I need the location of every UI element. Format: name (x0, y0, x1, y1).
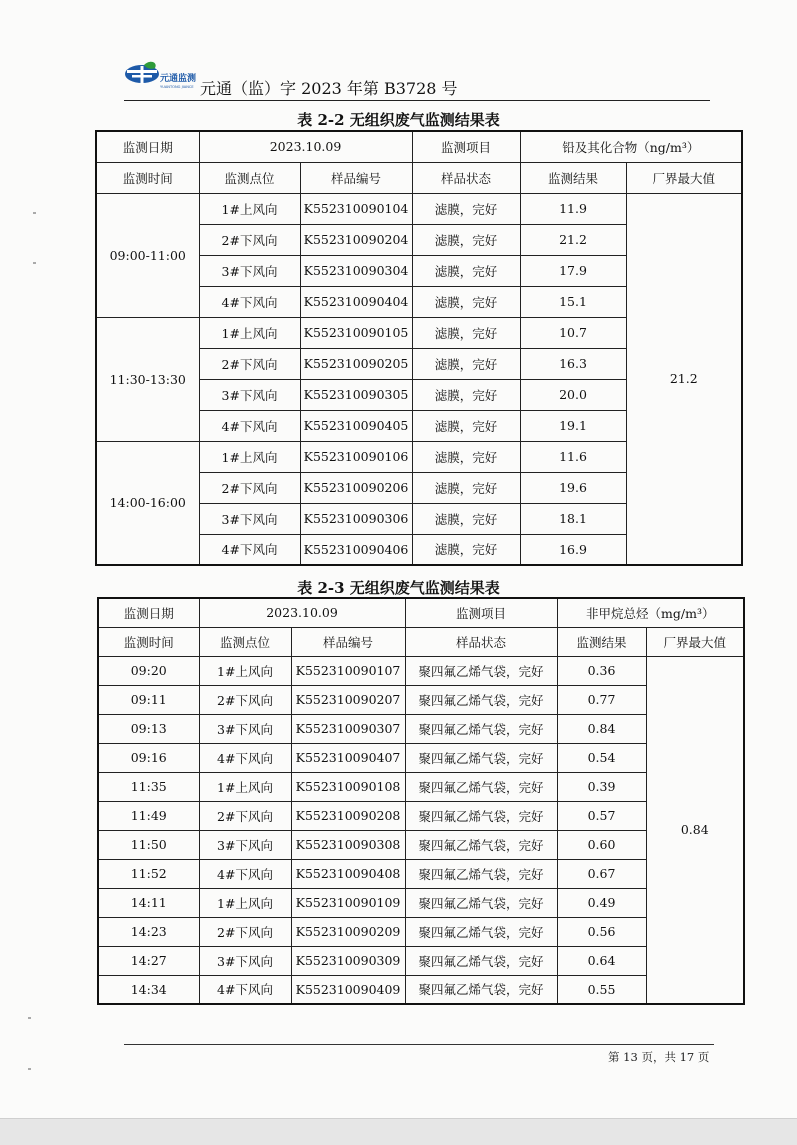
sample-cell: K552310090209 (291, 917, 405, 946)
sample-cell: K552310090309 (291, 946, 405, 975)
point-cell: 4#下风向 (199, 859, 291, 888)
svg-text:元通监测: 元通监测 (160, 74, 197, 84)
point-cell: 1#上风向 (199, 656, 291, 685)
state-cell: 聚四氟乙烯气袋，完好 (405, 859, 557, 888)
sample-cell: K552310090204 (300, 224, 412, 255)
state-cell: 滤膜，完好 (412, 472, 520, 503)
time-cell: 09:13 (98, 714, 199, 743)
table-2-3 (97, 597, 745, 1005)
point-cell: 1#上风向 (199, 441, 300, 472)
table-header-row (98, 598, 744, 627)
table-2-3-title: 表 2-3 无组织废气监测结果表 (297, 579, 500, 597)
result-cell: 11.9 (520, 193, 626, 224)
sample-cell: K552310090306 (300, 503, 412, 534)
point-cell: 4#下风向 (199, 286, 300, 317)
result-cell: 0.55 (557, 975, 646, 1004)
state-cell: 滤膜，完好 (412, 224, 520, 255)
table-row (96, 193, 742, 224)
result-cell: 0.60 (557, 830, 646, 859)
point-cell: 1#上风向 (199, 772, 291, 801)
time-cell: 09:00-11:00 (96, 193, 199, 317)
sample-cell: K552310090407 (291, 743, 405, 772)
state-cell: 聚四氟乙烯气袋，完好 (405, 714, 557, 743)
point-cell: 2#下风向 (199, 685, 291, 714)
document-number: 元通（监）字 2023 年第 B3728 号 (200, 79, 458, 98)
result-cell: 0.84 (557, 714, 646, 743)
table-row (98, 656, 744, 685)
point-cell: 2#下风向 (199, 348, 300, 379)
column-header: 监测结果 (557, 627, 646, 656)
point-cell: 1#上风向 (199, 193, 300, 224)
point-cell: 2#下风向 (199, 917, 291, 946)
time-cell: 14:23 (98, 917, 199, 946)
time-cell: 11:35 (98, 772, 199, 801)
scan-speck (28, 1017, 31, 1019)
time-cell: 14:00-16:00 (96, 441, 199, 565)
column-header: 监测点位 (199, 162, 300, 193)
result-cell: 0.56 (557, 917, 646, 946)
max-value-cell: 21.2 (626, 193, 742, 565)
column-header: 样品编号 (291, 627, 405, 656)
column-header: 监测结果 (520, 162, 626, 193)
date-value: 2023.10.09 (199, 131, 412, 162)
date-value: 2023.10.09 (199, 598, 405, 627)
sample-cell: K552310090405 (300, 410, 412, 441)
state-cell: 聚四氟乙烯气袋，完好 (405, 917, 557, 946)
column-header-row (98, 627, 744, 656)
item-label: 监测项目 (405, 598, 557, 627)
date-label: 监测日期 (98, 598, 199, 627)
result-cell: 0.54 (557, 743, 646, 772)
state-cell: 聚四氟乙烯气袋，完好 (405, 975, 557, 1004)
result-cell: 10.7 (520, 317, 626, 348)
sample-cell: K552310090408 (291, 859, 405, 888)
result-cell: 0.57 (557, 801, 646, 830)
point-cell: 4#下风向 (199, 975, 291, 1004)
result-cell: 18.1 (520, 503, 626, 534)
state-cell: 滤膜，完好 (412, 348, 520, 379)
sample-cell: K552310090108 (291, 772, 405, 801)
point-cell: 3#下风向 (199, 503, 300, 534)
state-cell: 滤膜，完好 (412, 379, 520, 410)
column-header: 样品编号 (300, 162, 412, 193)
point-cell: 3#下风向 (199, 714, 291, 743)
state-cell: 滤膜，完好 (412, 503, 520, 534)
column-header-row (96, 162, 742, 193)
sample-cell: K552310090208 (291, 801, 405, 830)
column-header: 厂界最大值 (646, 627, 744, 656)
item-label: 监测项目 (412, 131, 520, 162)
point-cell: 2#下风向 (199, 224, 300, 255)
state-cell: 聚四氟乙烯气袋，完好 (405, 888, 557, 917)
point-cell: 1#上风向 (199, 317, 300, 348)
time-cell: 11:49 (98, 801, 199, 830)
sample-cell: K552310090404 (300, 286, 412, 317)
table-2-2 (95, 130, 743, 566)
state-cell: 滤膜，完好 (412, 410, 520, 441)
header-rule (124, 100, 710, 101)
state-cell: 滤膜，完好 (412, 317, 520, 348)
viewer-bottom-strip (0, 1118, 797, 1145)
state-cell: 聚四氟乙烯气袋，完好 (405, 946, 557, 975)
column-header: 监测点位 (199, 627, 291, 656)
result-cell: 0.77 (557, 685, 646, 714)
result-cell: 16.3 (520, 348, 626, 379)
state-cell: 滤膜，完好 (412, 534, 520, 565)
result-cell: 0.67 (557, 859, 646, 888)
result-cell: 11.6 (520, 441, 626, 472)
state-cell: 滤膜，完好 (412, 286, 520, 317)
state-cell: 聚四氟乙烯气袋，完好 (405, 772, 557, 801)
sample-cell: K552310090308 (291, 830, 405, 859)
state-cell: 滤膜，完好 (412, 255, 520, 286)
result-cell: 19.6 (520, 472, 626, 503)
point-cell: 3#下风向 (199, 379, 300, 410)
sample-cell: K552310090104 (300, 193, 412, 224)
sample-cell: K552310090106 (300, 441, 412, 472)
sample-cell: K552310090105 (300, 317, 412, 348)
state-cell: 滤膜，完好 (412, 193, 520, 224)
result-cell: 16.9 (520, 534, 626, 565)
point-cell: 4#下风向 (199, 534, 300, 565)
time-cell: 11:50 (98, 830, 199, 859)
sample-cell: K552310090205 (300, 348, 412, 379)
column-header: 监测时间 (96, 162, 199, 193)
sample-cell: K552310090304 (300, 255, 412, 286)
result-cell: 21.2 (520, 224, 626, 255)
result-cell: 0.36 (557, 656, 646, 685)
sample-cell: K552310090406 (300, 534, 412, 565)
state-cell: 聚四氟乙烯气袋，完好 (405, 743, 557, 772)
time-cell: 14:11 (98, 888, 199, 917)
time-cell: 09:16 (98, 743, 199, 772)
point-cell: 2#下风向 (199, 801, 291, 830)
column-header: 厂界最大值 (626, 162, 742, 193)
sample-cell: K552310090109 (291, 888, 405, 917)
table-header-row (96, 131, 742, 162)
time-cell: 11:52 (98, 859, 199, 888)
footer-rule (124, 1044, 714, 1045)
column-header: 监测时间 (98, 627, 199, 656)
time-cell: 14:27 (98, 946, 199, 975)
sample-cell: K552310090307 (291, 714, 405, 743)
state-cell: 聚四氟乙烯气袋，完好 (405, 656, 557, 685)
result-cell: 17.9 (520, 255, 626, 286)
point-cell: 2#下风向 (199, 472, 300, 503)
sample-cell: K552310090206 (300, 472, 412, 503)
result-cell: 0.49 (557, 888, 646, 917)
result-cell: 20.0 (520, 379, 626, 410)
sample-cell: K552310090207 (291, 685, 405, 714)
point-cell: 3#下风向 (199, 946, 291, 975)
result-cell: 15.1 (520, 286, 626, 317)
sample-cell: K552310090107 (291, 656, 405, 685)
result-cell: 0.64 (557, 946, 646, 975)
company-logo-icon (124, 60, 198, 102)
result-cell: 0.39 (557, 772, 646, 801)
column-header: 样品状态 (405, 627, 557, 656)
item-value: 非甲烷总烃（mg/m³） (557, 598, 744, 627)
column-header: 样品状态 (412, 162, 520, 193)
result-cell: 19.1 (520, 410, 626, 441)
time-cell: 14:34 (98, 975, 199, 1004)
scan-speck (33, 262, 36, 264)
sample-cell: K552310090305 (300, 379, 412, 410)
svg-text:YUANTONG JIANCE: YUANTONG JIANCE (160, 85, 194, 89)
table-2-2-title: 表 2-2 无组织废气监测结果表 (297, 111, 500, 129)
page-number: 第 13 页，共 17 页 (608, 1050, 710, 1064)
sample-cell: K552310090409 (291, 975, 405, 1004)
scan-speck (28, 1068, 31, 1070)
point-cell: 3#下风向 (199, 830, 291, 859)
scan-speck (33, 212, 36, 214)
state-cell: 聚四氟乙烯气袋，完好 (405, 685, 557, 714)
date-label: 监测日期 (96, 131, 199, 162)
point-cell: 1#上风向 (199, 888, 291, 917)
time-cell: 11:30-13:30 (96, 317, 199, 441)
state-cell: 聚四氟乙烯气袋，完好 (405, 830, 557, 859)
point-cell: 3#下风向 (199, 255, 300, 286)
time-cell: 09:20 (98, 656, 199, 685)
max-value-cell: 0.84 (646, 656, 744, 1004)
state-cell: 聚四氟乙烯气袋，完好 (405, 801, 557, 830)
point-cell: 4#下风向 (199, 743, 291, 772)
point-cell: 4#下风向 (199, 410, 300, 441)
time-cell: 09:11 (98, 685, 199, 714)
state-cell: 滤膜，完好 (412, 441, 520, 472)
item-value: 铅及其化合物（ng/m³） (520, 131, 742, 162)
